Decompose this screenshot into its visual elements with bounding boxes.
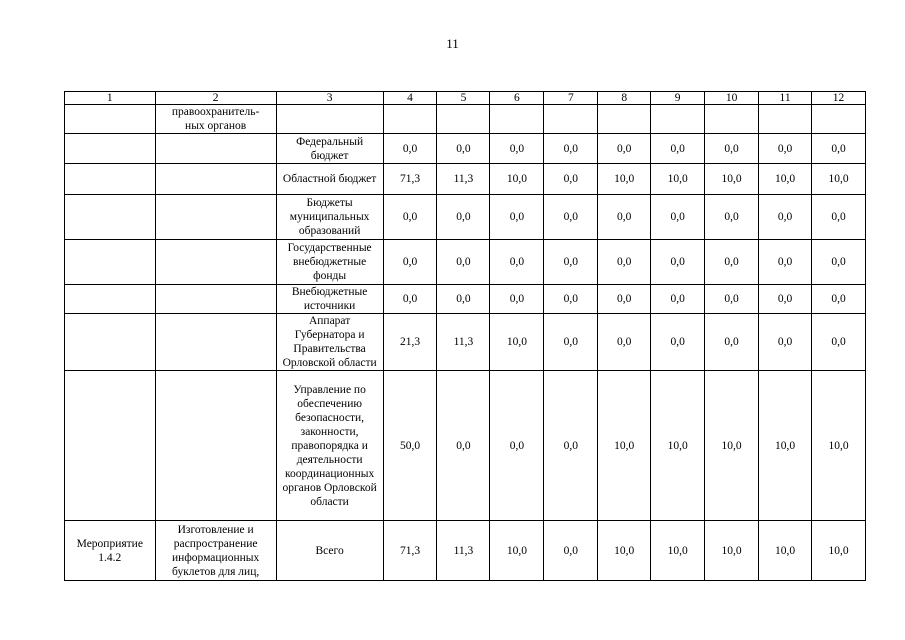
description-cell: правоохранитель- ных органов (155, 105, 276, 134)
value-cell (544, 105, 598, 134)
value-cell: 0,0 (544, 285, 598, 314)
value-cell: 0,0 (598, 134, 651, 164)
column-number: 11 (759, 92, 812, 105)
table-row (65, 371, 866, 521)
value-cell: 0,0 (705, 285, 759, 314)
funding-source-cell: Федеральный бюджет (276, 134, 383, 164)
value-cell: 0,0 (598, 285, 651, 314)
value-cell: 0,0 (705, 314, 759, 371)
description-cell (155, 195, 276, 240)
column-number: 4 (383, 92, 437, 105)
value-cell (705, 105, 759, 134)
value-cell: 0,0 (490, 371, 544, 521)
value-cell: 0,0 (812, 240, 866, 285)
value-cell: 0,0 (759, 240, 812, 285)
value-cell: 0,0 (490, 134, 544, 164)
column-number: 12 (812, 92, 866, 105)
funding-source-cell: Управление по обеспечению безопасности, законности, правопорядка и деятельности координационных органов Орловской области (276, 371, 383, 521)
value-cell: 10,0 (490, 521, 544, 581)
value-cell: 0,0 (544, 521, 598, 581)
value-cell: 0,0 (383, 240, 437, 285)
value-cell: 10,0 (651, 521, 705, 581)
value-cell: 0,0 (651, 285, 705, 314)
value-cell: 0,0 (490, 285, 544, 314)
activity-cell (65, 314, 156, 371)
value-cell: 10,0 (598, 521, 651, 581)
value-cell: 0,0 (437, 240, 490, 285)
value-cell: 10,0 (490, 314, 544, 371)
value-cell: 0,0 (812, 134, 866, 164)
value-cell: 0,0 (490, 240, 544, 285)
value-cell: 0,0 (812, 314, 866, 371)
column-number: 7 (544, 92, 598, 105)
value-cell: 11,3 (437, 164, 490, 195)
value-cell: 0,0 (544, 195, 598, 240)
value-cell: 11,3 (437, 521, 490, 581)
funding-source-cell (276, 105, 383, 134)
funding-source-cell: Аппарат Губернатора и Правительства Орловской области (276, 314, 383, 371)
page-number: 11 (446, 36, 459, 51)
value-cell (490, 105, 544, 134)
value-cell: 0,0 (651, 314, 705, 371)
value-cell: 0,0 (544, 240, 598, 285)
description-cell (155, 371, 276, 521)
value-cell: 0,0 (544, 371, 598, 521)
table-row (65, 105, 866, 134)
value-cell: 0,0 (705, 195, 759, 240)
value-cell: 0,0 (812, 285, 866, 314)
value-cell (651, 105, 705, 134)
column-number: 3 (276, 92, 383, 105)
value-cell: 10,0 (651, 371, 705, 521)
value-cell: 0,0 (437, 134, 490, 164)
value-cell: 0,0 (705, 240, 759, 285)
column-number: 9 (651, 92, 705, 105)
value-cell: 10,0 (812, 371, 866, 521)
value-cell: 0,0 (651, 195, 705, 240)
table-row (65, 521, 866, 581)
column-number-row (65, 92, 866, 105)
activity-cell (65, 134, 156, 164)
value-cell: 0,0 (759, 314, 812, 371)
value-cell: 0,0 (383, 134, 437, 164)
description-cell (155, 164, 276, 195)
column-number: 5 (437, 92, 490, 105)
table-row (65, 240, 866, 285)
description-cell: Изготовление и распространение информационных буклетов для лиц, (155, 521, 276, 581)
funding-source-cell: Внебюджетные источники (276, 285, 383, 314)
value-cell (383, 105, 437, 134)
activity-cell (65, 105, 156, 134)
activity-cell (65, 195, 156, 240)
activity-cell (65, 371, 156, 521)
value-cell: 0,0 (598, 195, 651, 240)
value-cell: 0,0 (598, 314, 651, 371)
column-number: 2 (155, 92, 276, 105)
value-cell (437, 105, 490, 134)
column-number: 6 (490, 92, 544, 105)
value-cell: 10,0 (705, 164, 759, 195)
funding-source-cell: Областной бюджет (276, 164, 383, 195)
value-cell: 10,0 (759, 164, 812, 195)
value-cell: 50,0 (383, 371, 437, 521)
activity-cell (65, 240, 156, 285)
activity-cell: Мероприятие 1.4.2 (65, 521, 156, 581)
value-cell: 0,0 (437, 285, 490, 314)
value-cell: 0,0 (490, 195, 544, 240)
value-cell: 71,3 (383, 164, 437, 195)
value-cell: 10,0 (759, 371, 812, 521)
value-cell: 10,0 (812, 164, 866, 195)
value-cell: 0,0 (812, 195, 866, 240)
value-cell: 10,0 (705, 371, 759, 521)
funding-source-cell: Всего (276, 521, 383, 581)
column-number: 10 (705, 92, 759, 105)
value-cell: 0,0 (437, 371, 490, 521)
column-number: 1 (65, 92, 156, 105)
funding-source-cell: Бюджеты муниципальных образований (276, 195, 383, 240)
value-cell: 0,0 (544, 164, 598, 195)
table-row (65, 195, 866, 240)
value-cell: 0,0 (383, 195, 437, 240)
table-row (65, 285, 866, 314)
value-cell: 10,0 (598, 371, 651, 521)
value-cell: 0,0 (651, 240, 705, 285)
value-cell: 0,0 (759, 195, 812, 240)
value-cell: 0,0 (651, 134, 705, 164)
value-cell: 0,0 (544, 314, 598, 371)
value-cell: 10,0 (705, 521, 759, 581)
value-cell: 10,0 (812, 521, 866, 581)
table-row (65, 314, 866, 371)
value-cell: 0,0 (437, 195, 490, 240)
table-row (65, 134, 866, 164)
description-cell (155, 314, 276, 371)
column-number: 8 (598, 92, 651, 105)
description-cell (155, 285, 276, 314)
value-cell: 11,3 (437, 314, 490, 371)
value-cell: 0,0 (383, 285, 437, 314)
value-cell: 0,0 (759, 134, 812, 164)
value-cell: 0,0 (598, 240, 651, 285)
table-row (65, 164, 866, 195)
value-cell: 0,0 (705, 134, 759, 164)
value-cell: 10,0 (651, 164, 705, 195)
value-cell: 0,0 (759, 285, 812, 314)
value-cell (812, 105, 866, 134)
value-cell (598, 105, 651, 134)
value-cell: 0,0 (544, 134, 598, 164)
value-cell: 10,0 (759, 521, 812, 581)
value-cell: 21,3 (383, 314, 437, 371)
value-cell: 10,0 (598, 164, 651, 195)
value-cell: 71,3 (383, 521, 437, 581)
activity-cell (65, 285, 156, 314)
value-cell (759, 105, 812, 134)
budget-table (64, 91, 866, 581)
description-cell (155, 134, 276, 164)
description-cell (155, 240, 276, 285)
funding-source-cell: Государственные внебюджетные фонды (276, 240, 383, 285)
value-cell: 10,0 (490, 164, 544, 195)
activity-cell (65, 164, 156, 195)
